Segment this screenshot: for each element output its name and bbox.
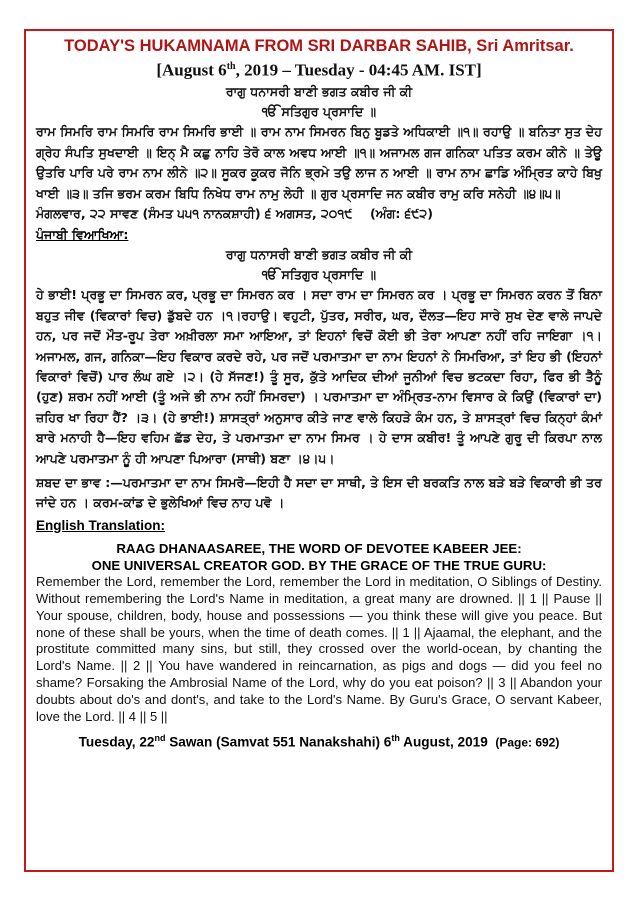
- shabad-bhav-text: ਸ਼ਬਦ ਦਾ ਭਾਵ :—ਪਰਮਾਤਮਾ ਦਾ ਨਾਮ ਸਿਮਰੋ—ਇਹੀ ਹੈ ਸਦਾ ਦਾ ਸਾਥੀ, ਤੇ ਇਸ ਦੀ ਬਰਕਤਿ ਨਾਲ ਬੜੇ ਬੜੇ ਵਿਕਾਰੀ ਭੀ ਤਰ ਜਾਂਦੇ ਹਨ । ਕਰਮ-ਕਾਂਡ ਦੇ ਭੁਲੇਖਿਆਂ ਵਿਚ ਨਾਹ ਪਵੋ ।: [36, 474, 602, 511]
- footer-date-line: Tuesday, 22nd Sawan (Samvat 551 Nanakshahi) 6th August, 2019 (Page: 692): [78, 732, 560, 750]
- date-time-line: [August 6th, 2019 – Tuesday - 04:45 AM. IST]: [156, 60, 482, 80]
- ang-number: (ਅੰਗ: ੬੯੨): [370, 206, 434, 222]
- punjabi-explanation-label: ਪੰਜਾਬੀ ਵਿਆਖਿਆ:: [36, 226, 129, 242]
- english-translation-label: English Translation:: [36, 517, 166, 533]
- punjabi-mangal: ੴ ਸਤਿਗੁਰ ਪ੍ਰਸਾਦਿ ॥: [261, 266, 377, 282]
- gurbani-mangal: ੴ ਸਤਿਗੁਰ ਪ੍ਰਸਾਦਿ ॥: [261, 104, 377, 120]
- english-translation-text: Remember the Lord, remember the Lord, remember the Lord in meditation, O Siblings of Destiny. Without remembering the Lord's Name in meditation, a great many are drowned. || 1 || Pause || Your spouse, children, body, house and possessions — you think these will give you peace. But none of these shall be yours, when the time of death comes. || 1 || Ajaamal, the elephant, and the prostitute committed many sins, but still, they crossed over the world-ocean, by chanting the Lord's Name. || 2 || You have wandered in reincarnation, as pigs and dogs — did you feel no shame? Forsaking the Ambrosial Name of the Lord, why do you eat poison? || 3 || Abandon your doubts about do's and dont's, and take to the Lord's Name. By Guru's Grace, O servant Kabeer, love the Lord. || 4 || 5 ||: [36, 573, 602, 725]
- hukamnama-document: [36, 36, 602, 752]
- english-raag-heading: RAAG DHANAASAREE, THE WORD OF DEVOTEE KABEER JEE:: [116, 540, 522, 556]
- english-mangal: ONE UNIVERSAL CREATOR GOD. BY THE GRACE OF THE TRUE GURU:: [91, 557, 547, 573]
- page-number: (Page: 692): [495, 735, 560, 750]
- gurbani-text: ਰਾਮ ਸਿਮਰਿ ਰਾਮ ਸਿਮਰਿ ਰਾਮ ਸਿਮਰਿ ਭਾਈ ॥ ਰਾਮ ਨਾਮ ਸਿਮਰਨ ਬਿਨੁ ਬੂਡਤੇ ਅਧਿਕਾਈ ॥੧॥ ਰਹਾਉ ॥ ਬਨਿਤਾ ਸੁਤ ਦੇਹ ਗ੍ਰੇਹ ਸੰਪਤਿ ਸੁਖਦਾਈ ॥ ਇਨ੍ ਮੈ ਕਛੁ ਨਾਹਿ ਤੇਰੋ ਕਾਲ ਅਵਧ ਆਈ ॥੧॥ ਅਜਾਮਲ ਗਜ ਗਨਿਕਾ ਪਤਿਤ ਕਰਮ ਕੀਨੇ ॥ ਤੇਊ ਉਤਰਿ ਪਾਰਿ ਪਰੇ ਰਾਮ ਨਾਮ ਲੀਨੇ ॥੨॥ ਸੂਕਰ ਕੂਕਰ ਜੋਨਿ ਭ੍ਰਮੇ ਤਉ ਲਾਜ ਨ ਆਈ ॥ ਰਾਮ ਨਾਮ ਛਾਡਿ ਅੰਮ੍ਰਿਤ ਕਾਹੇ ਬਿਖੁ ਖਾਈ ॥੩॥ ਤਜਿ ਭਰਮ ਕਰਮ ਬਿਧਿ ਨਿਖੇਧ ਰਾਮ ਨਾਮੁ ਲੇਹੀ ॥ ਗੁਰ ਪ੍ਰਸਾਦਿ ਜਨ ਕਬੀਰ ਰਾਮੁ ਕਰਿ ਸਨੇਹੀ ॥੪॥੫॥: [36, 124, 602, 201]
- punjabi-explanation-text: ਹੇ ਭਾਈ! ਪ੍ਰਭੂ ਦਾ ਸਿਮਰਨ ਕਰ, ਪ੍ਰਭੂ ਦਾ ਸਿਮਰਨ ਕਰ । ਸਦਾ ਰਾਮ ਦਾ ਸਿਮਰਨ ਕਰ । ਪ੍ਰਭੂ ਦਾ ਸਿਮਰਨ ਕਰਨ ਤੋਂ ਬਿਨਾ ਬਹੁਤ ਜੀਵ (ਵਿਕਾਰਾਂ ਵਿਚ) ਡੁੱਬਦੇ ਹਨ ।੧।ਰਹਾਉ। ਵਹੁਟੀ, ਪੁੱਤਰ, ਸਰੀਰ, ਘਰ, ਦੌਲਤ—ਇਹ ਸਾਰੇ ਸੁਖ ਦੇਣ ਵਾਲੇ ਜਾਪਦੇ ਹਨ, ਪਰ ਜਦੋਂ ਮੌਤ-ਰੂਪ ਤੇਰਾ ਅਖ਼ੀਰਲਾ ਸਮਾ ਆਇਆ, ਤਾਂ ਇਹਨਾਂ ਵਿਚੋਂ ਕੋਈ ਭੀ ਤੇਰਾ ਆਪਣਾ ਨਹੀਂ ਰਹਿ ਜਾਇਗਾ ।੧। ਅਜਾਮਲ, ਗਜ, ਗਨਿਕਾ—ਇਹ ਵਿਕਾਰ ਕਰਦੇ ਰਹੇ, ਪਰ ਜਦੋਂ ਪਰਮਾਤਮਾ ਦਾ ਨਾਮ ਇਹਨਾਂ ਨੇ ਸਿਮਰਿਆ, ਤਾਂ ਇਹ ਭੀ (ਇਹਨਾਂ ਵਿਕਾਰਾਂ ਵਿਚੋਂ) ਪਾਰ ਲੰਘ ਗਏ ।੨। (ਹੇ ਸੱਜਣ!) ਤੂੰ ਸੂਰ, ਕੁੱਤੇ ਆਦਿਕ ਦੀਆਂ ਜੂਨੀਆਂ ਵਿਚ ਭਟਕਦਾ ਰਿਹਾ, ਫਿਰ ਭੀ ਤੈਨੂੰ (ਹੁਣ) ਸ਼ਰਮ ਨਹੀਂ ਆਈ (ਤੂੰ ਅਜੇ ਭੀ ਨਾਮ ਨਹੀਂ ਸਿਮਰਦਾ) । ਪਰਮਾਤਮਾ ਦਾ ਅੰਮ੍ਰਿਤ-ਨਾਮ ਵਿਸਾਰ ਕੇ ਕਿਉਂ (ਵਿਕਾਰਾਂ ਦਾ) ਜ਼ਹਿਰ ਖਾ ਰਿਹਾ ਹੈਂ? ।੩। (ਹੇ ਭਾਈ!) ਸ਼ਾਸਤ੍ਰਾਂ ਅਨੁਸਾਰ ਕੀਤੇ ਜਾਣ ਵਾਲੇ ਕਿਹੜੇ ਕੰਮ ਹਨ, ਤੇ ਸ਼ਾਸਤ੍ਰਾਂ ਵਿਚ ਕਿਨ੍ਹਾਂ ਕੰਮਾਂ ਬਾਰੇ ਮਨਾਹੀ ਹੈ—ਇਹ ਵਹਿਮ ਛੱਡ ਦੇਹ, ਤੇ ਪਰਮਾਤਮਾ ਦਾ ਨਾਮ ਸਿਮਰ । ਹੇ ਦਾਸ ਕਬੀਰ! ਤੂੰ ਆਪਣੇ ਗੁਰੂ ਦੀ ਕਿਰਪਾ ਨਾਲ ਆਪਣੇ ਪਰਮਾਤਮਾ ਨੂੰ ਹੀ ਆਪਣਾ ਪਿਆਰਾ (ਸਾਥੀ) ਬਣਾ ।੪।੫।: [36, 287, 602, 466]
- gurbani-raag-heading: ਰਾਗੁ ਧਨਾਸਰੀ ਬਾਣੀ ਭਗਤ ਕਬੀਰ ਜੀ ਕੀ: [225, 83, 413, 99]
- punjabi-raag-heading: ਰਾਗੁ ਧਨਾਸਰੀ ਬਾਣੀ ਭਗਤ ਕਬੀਰ ਜੀ ਕੀ: [225, 246, 413, 262]
- page-title: TODAY'S HUKAMNAMA FROM SRI DARBAR SAHIB, Sri Amritsar.: [64, 37, 574, 55]
- punjabi-date-line: ਮੰਗਲਵਾਰ, ੨੨ ਸਾਵਣ (ਸੰਮਤ ੫੫੧ ਨਾਨਕਸ਼ਾਹੀ) ੬ ਅਗਸਤ, ੨੦੧੯ (ਅੰਗ: ੬੯੨): [36, 206, 434, 222]
